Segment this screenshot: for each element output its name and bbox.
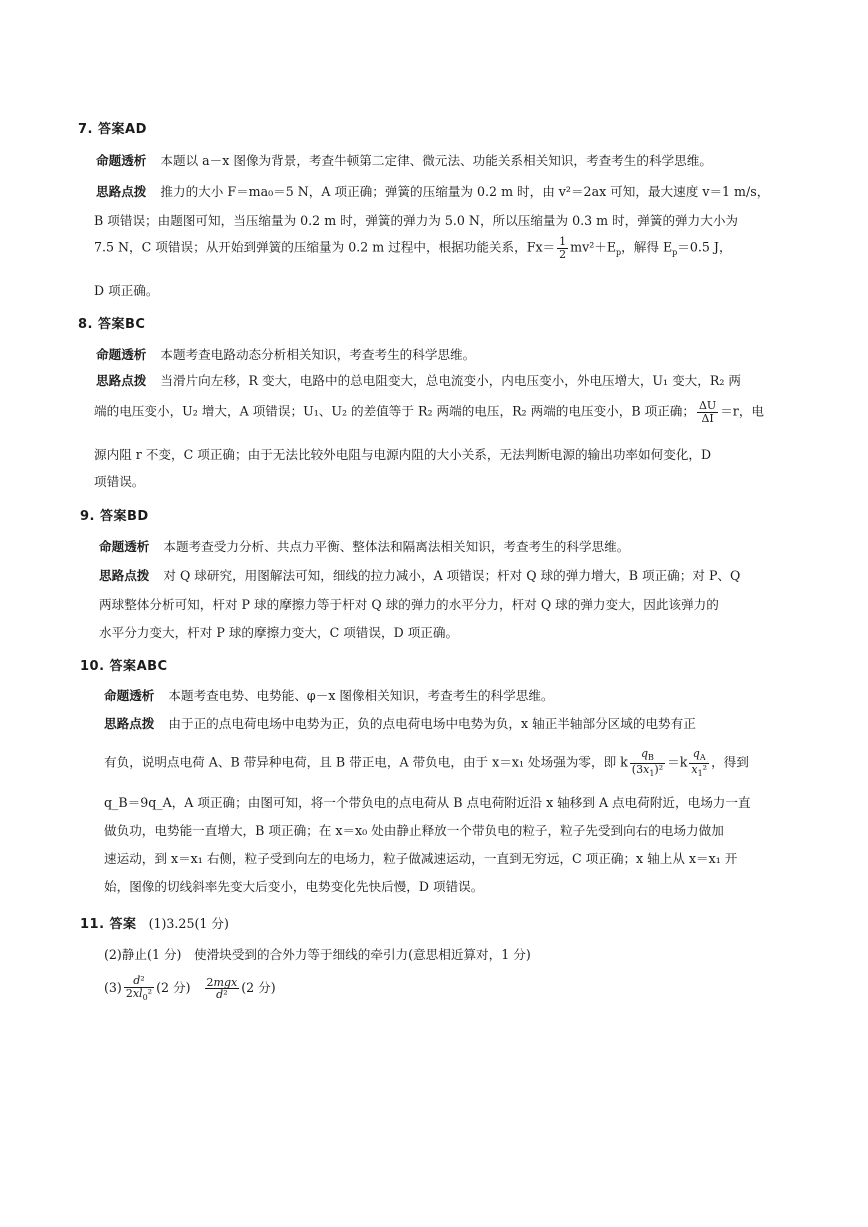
q10-intent <box>104 685 554 704</box>
q7-hint-line-3: 7.5 N，C 项错误；从开始到弹簧的压缩量为 0.2 m 过程中，根据功能关系，Fx＝ $\frac{1}{2}$ $mv^2+E_p$，解得 $E_p=0.5$ J， <box>94 235 732 261</box>
hint-label: 思路点拨 <box>96 373 147 388</box>
q10-hint-line-6: 始，图像的切线斜率先变大后变小，电势变化先快后慢，D 项错误。 <box>104 879 484 894</box>
intent-text: 本题以 a－x 图像为背景，考查牛顿第二定律、微元法、功能关系相关知识，考查考生的科学思维。 <box>160 153 712 168</box>
intent-label: 命题透析 <box>96 153 147 168</box>
q7-hint-line-2: B 项错误；由题图可知，当压缩量为 0.2 m 时，弹簧的弹力为 5.0 N，所以压缩量为 0.3 m 时，弹簧的弹力大小为 <box>94 213 739 228</box>
hint-label: 思路点拨 <box>99 568 150 583</box>
text: ＝r，电 <box>720 403 765 419</box>
q9-hint-line-2: 两球整体分析可知，杆对 P 球的摩擦力等于杆对 Q 球的弹力的水平分力，杆对 Q 球的弹力变大，因此该弹力的 <box>99 597 719 612</box>
answer-value: BC <box>125 317 146 332</box>
text: 当滑片向左移，R 变大，电路中的总电阻变大，总电流变小，内电压变小，外电压增大，U₁ 变大，R₂ 两 <box>160 373 741 388</box>
text: 端的电压变小，U₂ 增大，A 项错误；U₁、U₂ 的差值等于 R₂ 两端的电压，R₂ 两端的电压变小，B 项正确； <box>94 403 695 419</box>
q9-intent <box>99 536 629 555</box>
q9-hint-line-1 <box>99 565 740 584</box>
intent-text: 本题考查电路动态分析相关知识，考查考生的科学思维。 <box>160 347 476 362</box>
q8-hint-line-4: 项错误。 <box>94 474 145 489</box>
question-number: 9. 答案 <box>80 509 128 524</box>
q10-hint-line-2 <box>104 748 749 778</box>
text: (3) <box>104 980 122 996</box>
question-9-header <box>80 505 800 524</box>
text: mv²＋E <box>570 239 617 255</box>
text: 7.5 N，C 项错误；从开始到弹簧的压缩量为 0.2 m 过程中，根据功能关系，Fx＝ <box>94 239 556 255</box>
answer-value: ABC <box>136 659 168 674</box>
intent-label: 命题透析 <box>96 347 147 362</box>
intent-label: 命题透析 <box>99 539 150 554</box>
fraction-d2-over-2xl0-squared: $\frac{\text{d²}}{2xl_0^2}$ <box>125 974 153 1002</box>
text: (1)3.25(1 分) <box>148 916 229 931</box>
text: (2 分) <box>156 980 191 996</box>
question-number: 10. 答案 <box>80 659 137 674</box>
fraction-2mgx-over-d2: $\frac{\text{2mgx}}{\text{d²}}$ <box>206 975 238 1002</box>
q10-hint-line-1 <box>104 713 696 732</box>
question-11-line-2: (2)静止(1 分) 使滑块受到的合外力等于细线的牵引力(意思相近算对，1 分) <box>104 947 531 962</box>
answer-value: BD <box>127 509 149 524</box>
text: ＝0.5 J， <box>677 239 732 255</box>
q8-hint-line-1 <box>96 370 741 389</box>
question-number: 8. 答案 <box>78 317 126 332</box>
question-11-line-1 <box>80 913 229 932</box>
q8-intent <box>96 344 475 363</box>
question-number: 11. 答案 <box>80 917 137 932</box>
text: ，解得 E <box>621 239 673 255</box>
q7-hint-line-1 <box>96 181 769 200</box>
text: (2 分) <box>241 980 276 996</box>
q10-hint-line-3: q_B＝9q_A，A 项正确；由图可知，将一个带负电的点电荷从 B 点电荷附近沿 x 轴移到 A 点电荷附近，电场力一直 <box>104 795 751 810</box>
q8-hint-line-2 <box>94 400 764 424</box>
q7-hint-line-4: D 项正确。 <box>94 283 159 298</box>
question-8-header <box>78 313 798 332</box>
intent-label: 命题透析 <box>104 688 155 703</box>
text: ＝k <box>667 754 688 770</box>
fraction-qb-over-3x1-squared: $\frac{q_B}{(3x_1)^2}$ <box>631 747 664 778</box>
hint-label: 思路点拨 <box>104 716 155 731</box>
question-7-header <box>78 118 798 137</box>
text: 对 Q 球研究，用图解法可知，细线的拉力减小，A 项错误；杆对 Q 球的弹力增大，B 项正确；对 P、Q <box>163 568 741 583</box>
q7-intent <box>96 150 712 169</box>
q10-hint-line-4: 做负功，电势能一直增大，B 项正确；在 x＝x₀ 处由静止释放一个带负电的粒子，粒子先受到向右的电场力做加 <box>104 823 724 838</box>
text: 有负，说明点电荷 A、B 带异种电荷，且 B 带正电，A 带负电，由于 x＝x₁ 处场强为零，即 k <box>104 754 628 770</box>
q10-hint-line-5: 速运动，到 x＝x₁ 右侧，粒子受到向左的电场力，粒子做减速运动，一直到无穷远，C 项正确；x 轴上从 x＝x₁ 开 <box>104 851 738 866</box>
question-11-line-3 <box>104 975 276 1002</box>
fraction-half: $\frac{1}{2}$ <box>559 235 567 261</box>
intent-text: 本题考查电势、电势能、φ－x 图像相关知识，考查考生的科学思维。 <box>168 688 554 703</box>
answer-value: AD <box>125 122 147 137</box>
question-number: 7. 答案 <box>78 122 126 137</box>
text: 由于正的点电荷电场中电势为正，负的点电荷电场中电势为负，x 轴正半轴部分区域的电势有正 <box>168 716 696 731</box>
fraction-delta-u-over-delta-i: $\frac{\Delta U}{\Delta I}$ <box>698 399 717 425</box>
fraction-qa-over-x1-squared: $\frac{q_A}{x_1^2}$ <box>691 747 708 778</box>
text: ，得到 <box>711 754 749 770</box>
intent-text: 本题考查受力分析、共点力平衡、整体法和隔离法相关知识，考查考生的科学思维。 <box>163 539 630 554</box>
q8-hint-line-3: 源内阻 r 不变，C 项正确；由于无法比较外电阻与电源内阻的大小关系，无法判断电源的输出功率如何变化，D <box>94 447 712 462</box>
question-10-header <box>80 655 800 674</box>
q9-hint-line-3: 水平分力变大，杆对 P 球的摩擦力变大，C 项错误，D 项正确。 <box>99 625 459 640</box>
hint-label: 思路点拨 <box>96 184 147 199</box>
text: 推力的大小 F＝ma₀＝5 N，A 项正确；弹簧的压缩量为 0.2 m 时，由 v²＝2ax 可知，最大速度 v＝1 m/s， <box>160 184 770 199</box>
